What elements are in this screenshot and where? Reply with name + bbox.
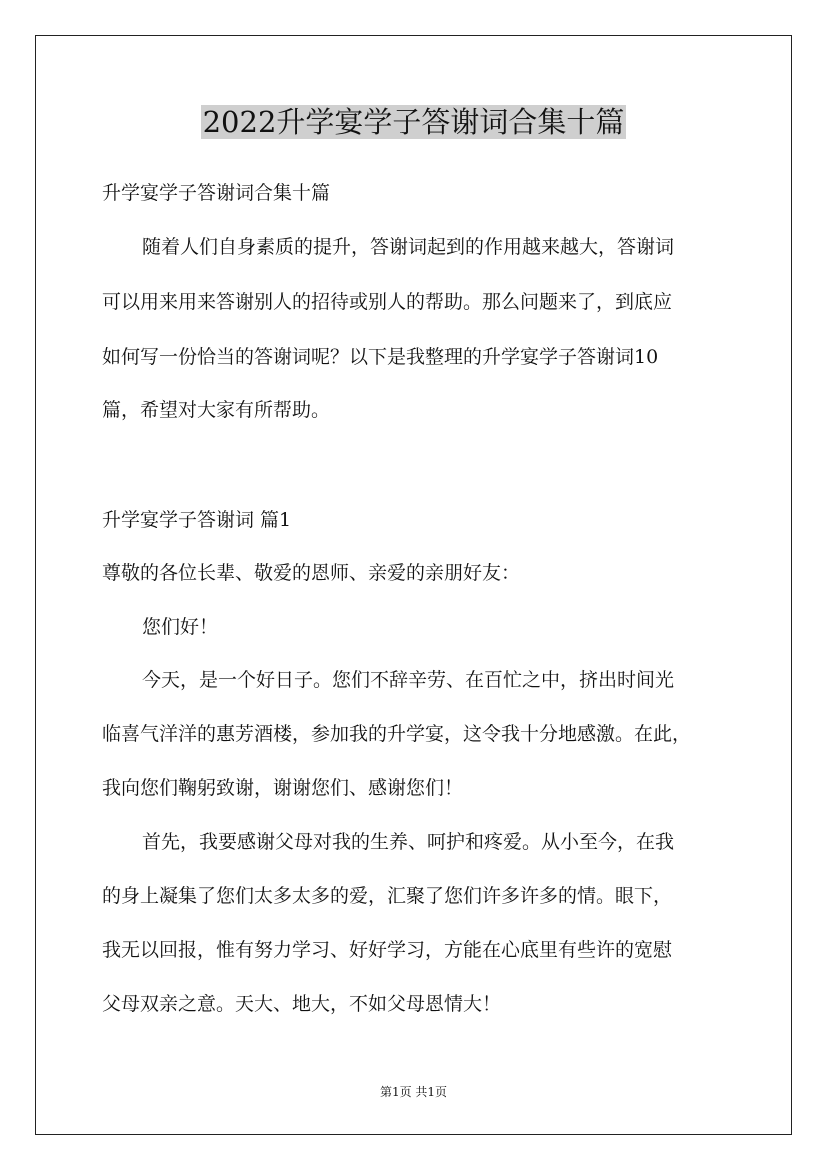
- intro-line: 篇，希望对大家有所帮助。: [102, 399, 331, 421]
- paragraph-line: 临喜气洋洋的惠芳酒楼，参加我的升学宴，这令我十分地感激。在此，: [102, 723, 692, 745]
- page-number: 第1页 共1页: [379, 1085, 448, 1099]
- paragraph-line: 父母双亲之意。天大、地大，不如父母恩情大！: [102, 993, 502, 1015]
- document-subtitle: 升学宴学子答谢词合集十篇: [102, 182, 331, 204]
- document-title: [0, 100, 827, 144]
- paragraph-line: 我向您们鞠躬致谢，谢谢您们、感谢您们！: [102, 777, 464, 799]
- paragraph-line: 今天，是一个好日子。您们不辞辛劳、在百忙之中，挤出时间光: [142, 669, 675, 691]
- intro-line: 随着人们自身素质的提升，答谢词起到的作用越来越大，答谢词: [142, 236, 675, 258]
- document-title-text: 2022升学宴学子答谢词合集十篇: [202, 105, 625, 139]
- intro-line: 可以用来用来答谢别人的招待或别人的帮助。那么问题来了，到底应: [102, 291, 673, 313]
- section-heading: 升学宴学子答谢词 篇1: [102, 509, 292, 531]
- intro-line: 如何写一份恰当的答谢词呢？以下是我整理的升学宴学子答谢词10: [102, 346, 659, 368]
- greeting: 您们好！: [142, 616, 219, 638]
- salutation: 尊敬的各位长辈、敬爱的恩师、亲爱的亲朋好友：: [102, 562, 521, 584]
- paragraph-line: 首先，我要感谢父母对我的生养、呵护和疼爱。从小至今，在我: [142, 831, 675, 853]
- paragraph-line: 的身上凝集了您们太多太多的爱，汇聚了您们许多许多的情。眼下，: [102, 885, 673, 907]
- paragraph-line: 我无以回报，惟有努力学习、好好学习，方能在心底里有些许的宽慰: [102, 939, 673, 961]
